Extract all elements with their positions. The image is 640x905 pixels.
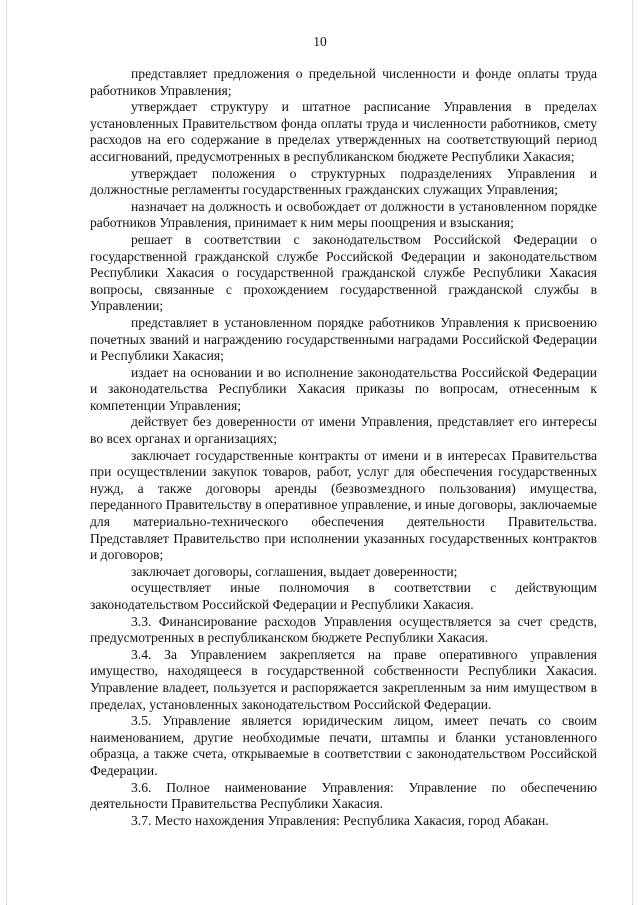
paragraph: издает на основании и во исполнение законодательства Российской Федерации и законодательства Республики Хакасия приказы по вопросам, отнесенным к компетенции Управления; [90, 364, 597, 413]
paragraph: осуществляет иные полномочия в соответствии с действующим законодательством Российской Федерации и Республики Хакасия. [90, 580, 597, 612]
paragraph: решает в соответствии с законодательством Российской Федерации о государственной гражданской службе Российской Федерации и законодательством Республики Хакасия о государственной гражданской службе Республики Хакасия вопросы, связанные с прохождением государственной гражданской службы в Управлении; [90, 231, 597, 314]
paragraph: утверждает структуру и штатное расписание Управления в пределах установленных Правительством фонда оплаты труда и численности работников, смету расходов на его содержание в пределах утвержденных на соответствующий период ассигнований, предусмотренных в республиканском бюджете Республики Хакасия; [90, 99, 597, 164]
paragraph: представляет предложения о предельной численности и фонде оплаты труда работников Управления; [90, 66, 597, 98]
section-paragraph-3-3: 3.3. Финансирование расходов Управления осуществляется за счет средств, предусмотренных в республиканском бюджете Республики Хакасия. [90, 613, 597, 646]
paragraph: представляет в установленном порядке работников Управления к присвоению почетных званий и награждению государственными наградами Российской Федерации и Республики Хакасия; [90, 314, 597, 364]
section-paragraph-3-6: 3.6. Полное наименование Управления: Управление по обеспечению деятельности Правительства Республики Хакасия. [90, 779, 597, 812]
section-paragraph-3-7: 3.7. Место нахождения Управления: Республика Хакасия, город Абакан. [131, 812, 549, 828]
section-paragraph-3-5: 3.5. Управление является юридическим лицом, имеет печать со своим наименованием, другие необходимые печати, штампы и бланки установленного образца, а также счета, открываемые в соответствии с законодательством Российской Федерации. [90, 713, 597, 778]
paragraph: назначает на должность и освобождает от должности в установленном порядке работников Управления, принимает к ним меры поощрения и взыскания; [90, 198, 597, 231]
scan-edge-right [632, 0, 634, 905]
paragraph: заключает договоры, соглашения, выдает доверенности; [131, 563, 458, 579]
scan-edge-left [6, 0, 8, 905]
paragraph: действует без доверенности от имени Управления, представляет его интересы во всех органах и организациях; [90, 414, 597, 447]
paragraph: заключает государственные контракты от имени и в интересах Правительства при осуществлении закупок товаров, работ, услуг для обеспечения государственных нужд, а также договоры аренды (безвозмездного пользования) имущества, переданного Правительству в оперативное управление, и иные договоры, заключаемые для материально-технического обеспечения деятельности Правительства. Представляет Правительство при исполнении указанных государственных контрактов и договоров; [90, 447, 597, 563]
paragraph: утверждает положения о структурных подразделениях Управления и должностные регламенты государственных гражданских служащих Управления; [90, 165, 597, 198]
document-body [90, 66, 597, 829]
page-number: 10 [313, 34, 327, 49]
section-paragraph-3-4: 3.4. За Управлением закрепляется на праве оперативного управления имущество, находящееся в государственной собственности Республики Хакасия. Управление владеет, пользуется и распоряжается закрепленным за ним имуществом в пределах, установленных законодательством Российской Федерации. [90, 646, 597, 712]
